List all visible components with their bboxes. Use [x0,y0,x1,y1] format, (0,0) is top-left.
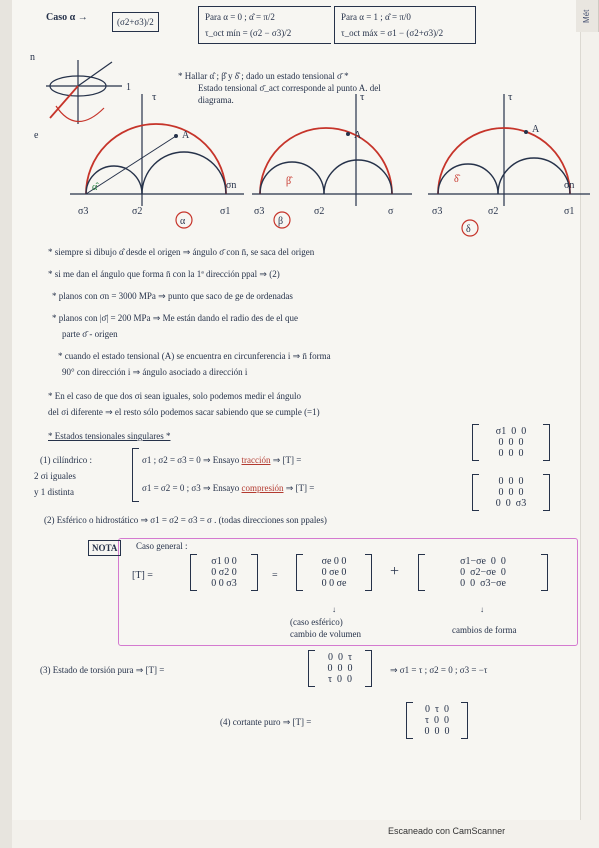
nota-eq: = [272,570,278,581]
cilindrico-row-1 [142,454,301,466]
row1-text: σ1 ; σ2 = σ3 = 0 ⇒ Ensayo [142,455,240,465]
cilindrico-desc-2: y 1 distinta [34,487,74,497]
d1-label-1: σ3 [78,206,89,217]
sketch-one-label: 1 [126,82,131,93]
d1-label-3: σ1 [220,206,231,217]
min-cond: Para α = 0 ; α̂ = π/2 [205,12,275,22]
d1-angle: α̂ [92,182,98,193]
row2-text: σ1 = σ2 = 0 ; σ3 ⇒ Ensayo [142,483,240,493]
next-page-edge: Mét [576,0,599,32]
nota-caso: Caso general : [136,541,188,551]
matrix-torsion: 0 0 τ 0 0 0 τ 0 0 [314,652,366,685]
note-3: * planos con σn = 3000 MPa ⇒ punto que saco de ge de ordenadas [52,291,293,301]
hallar-line: * Hallar α̂ ; β̂ y δ̂ ; dado un estado tensional σ̄ * [178,71,349,81]
max-bracket [334,6,476,44]
d3-label-1: σ3 [432,206,443,217]
matrix-cortante: 0 τ 0 τ 0 0 0 0 0 [412,704,462,737]
cilindrico-brace [132,448,139,502]
mean-fraction: (σ2+σ3)/2 [112,12,159,32]
mohr-diagram-1 [70,91,244,228]
cilindrico-desc-1: 2 σi iguales [34,471,76,481]
row1-t: ⇒ [T] = [272,455,302,465]
min-bracket [198,6,331,44]
min-tau: τ_oct mín = (σ2 − σ3)/2 [205,28,292,38]
cilindrico-num: (1) cilíndrico : [40,455,92,465]
d2-label-3: σ [388,206,394,217]
d1-label-2: σ2 [132,206,143,217]
sketch-e-label: e [34,130,39,141]
d2-label-1: σ3 [254,206,265,217]
matrix-compresion: 0 0 0 0 0 0 0 0 σ3 [478,476,544,509]
nota-cap-c: cambios de forma [452,625,517,635]
d1-tau: τ [152,91,157,103]
sketch-n-label: n [30,52,35,63]
note-8: * En el caso de que dos σi sean iguales, solo podemos medir el ángulo [48,391,302,401]
d3-label-3: σ1 [564,206,575,217]
note-9: del σi diferente ⇒ el resto sólo podemos sacar sabiendo que se cumple (=1) [48,407,320,417]
torsion-label: (3) Estado de torsión pura ⇒ [T] = [40,665,165,675]
d3-tau: τ [508,91,513,103]
row1-traccion: tracción [241,455,271,465]
nota-cap-b1: (caso esférico) [290,617,343,627]
d2-angle: β̂ [286,176,292,187]
estado-line-2: diagrama. [198,95,234,105]
row2-t: ⇒ [T] = [285,483,315,493]
d3-point-a: A [532,124,540,135]
d2-label-2: σ2 [314,206,325,217]
page-margin [0,0,12,848]
scanner-footer: Escaneado con CamScanner [388,826,506,836]
d1-sigma: σn [226,180,237,191]
matrix-esferico: σe 0 0 0 σe 0 0 0 σe [302,556,366,589]
mohr-diagrams [56,88,594,238]
section-title: * Estados tensionales singulares * [48,431,171,441]
d2-point-a: A [354,130,362,141]
matrix-general: σ1 0 0 0 σ2 0 0 0 σ3 [196,556,252,589]
matrix-traccion: σ1 0 0 0 0 0 0 0 0 [478,426,544,459]
caso-label: Caso α → [46,12,88,23]
d2-tau: τ [360,91,365,103]
nota-plus: + [390,563,400,580]
cilindrico-row-2 [142,482,314,494]
esferico-line: (2) Esférico o hidrostático ⇒ σ1 = σ2 = σ3 = σ . (todas direcciones son ppales) [44,515,327,525]
d1-circle: α [180,216,186,227]
note-1: * siempre si dibujo α̂ desde el origen ⇒ ángulo σ̄ con n̄, se saca del origen [48,247,315,257]
note-4: * planos con |σ̄| = 200 MPa ⇒ Me están dando el radio des de el que [52,313,299,323]
note-7: 90° con dirección i ⇒ ángulo asociado a dirección i [62,367,248,377]
d3-circle: δ [466,224,471,235]
nota-T: [T] = [132,570,153,581]
max-tau: τ_oct máx = σ1 − (σ2+σ3)/2 [341,28,444,38]
estado-line-1: Estado tensional σ̄_act corresponde al punto A. del [198,83,381,93]
d1-point-a: A [182,130,190,141]
arrow-b: ↓ [332,605,336,614]
mohr-diagram-2 [252,91,412,228]
nota-cap-b2: cambio de volumen [290,629,361,639]
d2-circle: β [278,216,284,227]
max-cond: Para α = 1 ; α̂ = π/0 [341,12,411,22]
note-6: * cuando el estado tensional (A) se encuentra en circunferencia i ⇒ n̄ forma [58,351,331,361]
row2-compresion: compresión [241,483,284,493]
note-2: * si me dan el ángulo que forma n̄ con la 1ª dirección ppal ⇒ (2) [48,269,280,279]
nota-tag: NOTA [88,540,121,556]
arrow-c: ↓ [480,605,484,614]
note-5: parte σ̄ - origen [62,329,118,339]
d3-angle: δ̂ [454,174,459,185]
d3-label-2: σ2 [488,206,499,217]
torsion-result: ⇒ σ1 = τ ; σ2 = 0 ; σ3 = −τ [390,665,488,675]
mohr-diagram-3 [428,91,590,236]
d3-sigma: σn [564,180,575,191]
cortante-label: (4) cortante puro ⇒ [T] = [220,717,312,727]
matrix-desviador: σ1−σe 0 0 0 σ2−σe 0 0 0 σ3−σe [424,556,542,589]
